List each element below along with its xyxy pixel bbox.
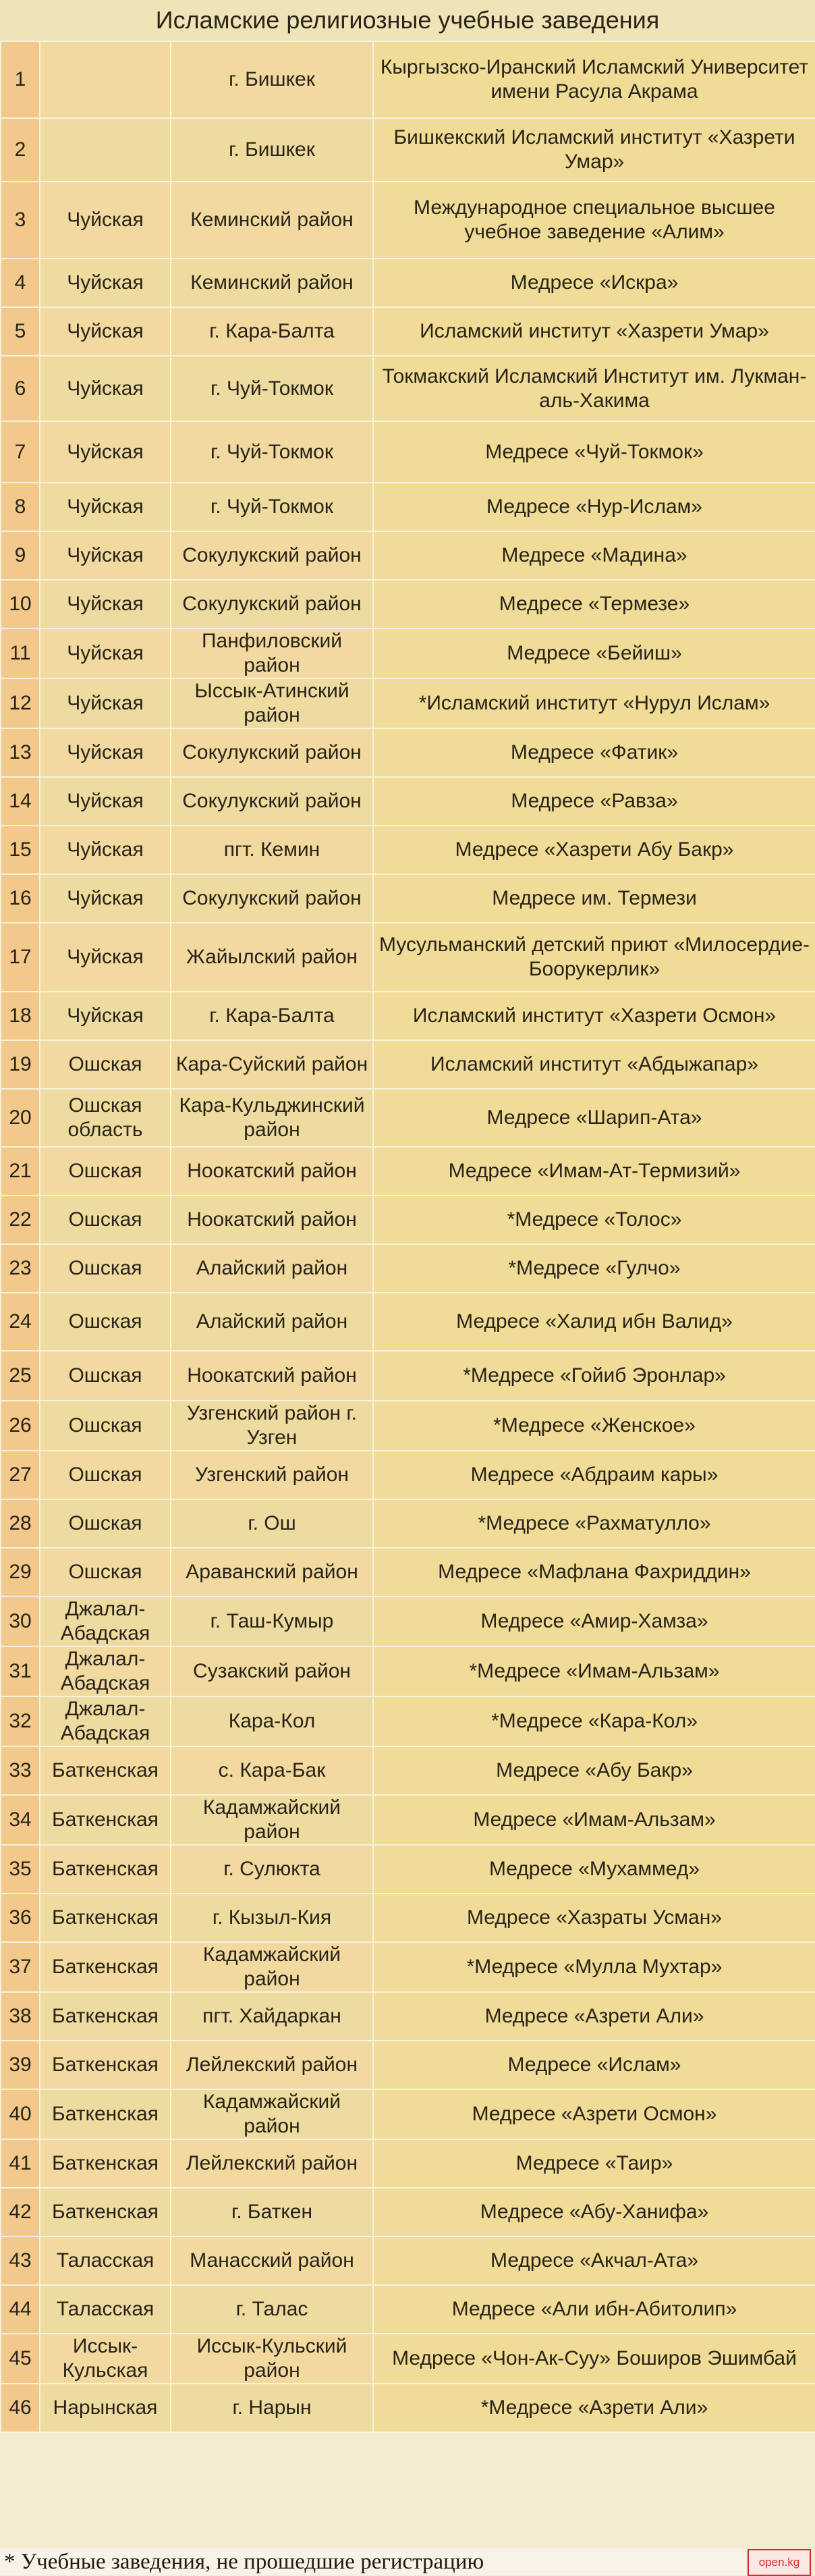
table-row <box>1 777 815 826</box>
table-row <box>1 118 815 182</box>
row-number: 12 <box>1 678 40 728</box>
region-cell: Баткенская <box>40 2188 171 2236</box>
region-cell: Чуйская <box>40 992 171 1040</box>
table-row <box>1 1089 815 1147</box>
table-row <box>1 531 815 580</box>
row-number: 23 <box>1 1244 40 1293</box>
location-cell: г. Чуй-Токмок <box>171 356 373 421</box>
institution-name-cell: Медресе «Чон-Ак-Суу» Боширов Эшимбай <box>373 2334 815 2384</box>
row-number: 6 <box>1 356 40 421</box>
table-row <box>1 992 815 1040</box>
region-cell: Чуйская <box>40 628 171 678</box>
table-row <box>1 728 815 777</box>
table-row <box>1 1351 815 1401</box>
table-row <box>1 41 815 118</box>
institution-name-cell: Медресе «Нур-Ислам» <box>373 483 815 531</box>
row-number: 40 <box>1 2089 40 2139</box>
row-number: 22 <box>1 1196 40 1244</box>
institution-name-cell: *Медресе «Гойиб Эронлар» <box>373 1351 815 1401</box>
footnote: * Учебные заведения, не прошедшие регистрацию <box>0 2548 746 2575</box>
table-row <box>1 2188 815 2236</box>
region-cell: Баткенская <box>40 2041 171 2089</box>
region-cell: Чуйская <box>40 580 171 628</box>
row-number: 1 <box>1 41 40 118</box>
institutions-table <box>0 41 815 2433</box>
institution-name-cell: Исламский институт «Хазрети Осмон» <box>373 992 815 1040</box>
region-cell: Ошская <box>40 1040 171 1089</box>
table-body <box>1 41 815 2432</box>
region-cell: Ошская <box>40 1196 171 1244</box>
institution-name-cell: Медресе «Али ибн-Абитолип» <box>373 2285 815 2334</box>
location-cell: Кара-Суйский район <box>171 1040 373 1089</box>
location-cell: пгт. Хайдаркан <box>171 1992 373 2041</box>
watermark-logo: open.kg <box>748 2549 811 2576</box>
region-cell: Баткенская <box>40 2089 171 2139</box>
region-cell: Чуйская <box>40 678 171 728</box>
table-row <box>1 421 815 483</box>
institution-name-cell: Медресе «Равза» <box>373 777 815 826</box>
region-cell: Ошская <box>40 1548 171 1596</box>
row-number: 3 <box>1 182 40 259</box>
region-cell: Чуйская <box>40 728 171 777</box>
location-cell: Кадамжайский район <box>171 1795 373 1845</box>
row-number: 21 <box>1 1147 40 1196</box>
location-cell: Араванский район <box>171 1548 373 1596</box>
institution-name-cell: Медресе «Мафлана Фахриддин» <box>373 1548 815 1596</box>
institution-name-cell: Медресе «Ислам» <box>373 2041 815 2089</box>
location-cell: с. Кара-Бак <box>171 1746 373 1795</box>
region-cell: Чуйская <box>40 531 171 580</box>
location-cell: Ысcык-Атинский район <box>171 678 373 728</box>
table-row <box>1 2089 815 2139</box>
table-row <box>1 1196 815 1244</box>
region-cell: Чуйская <box>40 923 171 992</box>
location-cell: г. Кара-Балта <box>171 992 373 1040</box>
row-number: 2 <box>1 118 40 182</box>
institution-name-cell: Медресе «Имам-Ат-Термизий» <box>373 1147 815 1196</box>
region-cell: Ошская <box>40 1244 171 1293</box>
institution-name-cell: Медресе «Искра» <box>373 259 815 307</box>
location-cell: Жайылский район <box>171 923 373 992</box>
institution-name-cell: Мусульманский детский приют «Милосердие-Боорукерлик» <box>373 923 815 992</box>
row-number: 14 <box>1 777 40 826</box>
location-cell: Сокулукский район <box>171 874 373 923</box>
institution-name-cell: Медресе «Абу-Ханифа» <box>373 2188 815 2236</box>
table-row <box>1 1147 815 1196</box>
table-row <box>1 2139 815 2188</box>
location-cell: Узгенский район г. Узген <box>171 1401 373 1451</box>
location-cell: г. Баткен <box>171 2188 373 2236</box>
row-number: 41 <box>1 2139 40 2188</box>
table-title: Исламские религиозные учебные заведения <box>0 0 815 41</box>
region-cell: Баткенская <box>40 1795 171 1845</box>
location-cell: г. Бишкек <box>171 118 373 182</box>
institution-name-cell: *Медресе «Толос» <box>373 1196 815 1244</box>
institution-name-cell: *Медресе «Имам-Альзам» <box>373 1646 815 1696</box>
institution-name-cell: Медресе «Имам-Альзам» <box>373 1795 815 1845</box>
region-cell: Чуйская <box>40 356 171 421</box>
row-number: 18 <box>1 992 40 1040</box>
row-number: 33 <box>1 1746 40 1795</box>
region-cell: Джалал-Абадская <box>40 1696 171 1746</box>
region-cell: Таласская <box>40 2236 171 2285</box>
row-number: 26 <box>1 1401 40 1451</box>
institution-name-cell: *Медресе «Гулчо» <box>373 1244 815 1293</box>
region-cell: Ошская область <box>40 1089 171 1147</box>
table-row <box>1 182 815 259</box>
row-number: 9 <box>1 531 40 580</box>
region-cell: Чуйская <box>40 777 171 826</box>
table-row <box>1 1596 815 1646</box>
institution-name-cell: Медресе «Мухаммед» <box>373 1845 815 1894</box>
institution-name-cell: Медресе «Акчал-Ата» <box>373 2236 815 2285</box>
row-number: 13 <box>1 728 40 777</box>
region-cell: Баткенская <box>40 1746 171 1795</box>
institution-name-cell: Медресе «Таир» <box>373 2139 815 2188</box>
location-cell: г. Сулюкта <box>171 1845 373 1894</box>
table-row <box>1 826 815 874</box>
institution-name-cell: Медресе «Халид ибн Валид» <box>373 1293 815 1351</box>
location-cell: Алайский район <box>171 1244 373 1293</box>
institution-name-cell: *Медресе «Азрети Али» <box>373 2384 815 2432</box>
region-cell: Чуйская <box>40 182 171 259</box>
location-cell: Кеминский район <box>171 259 373 307</box>
location-cell: г. Таш-Кумыр <box>171 1596 373 1646</box>
institution-name-cell: Медресе «Амир-Хамза» <box>373 1596 815 1646</box>
location-cell: г. Бишкек <box>171 41 373 118</box>
row-number: 4 <box>1 259 40 307</box>
institution-name-cell: Кыргызско-Иранский Исламский Университет имени Расула Акрама <box>373 41 815 118</box>
row-number: 17 <box>1 923 40 992</box>
region-cell: Баткенская <box>40 1845 171 1894</box>
institution-name-cell: Медресе «Азрети Осмон» <box>373 2089 815 2139</box>
table-row <box>1 2285 815 2334</box>
table-row <box>1 483 815 531</box>
table-row <box>1 1646 815 1696</box>
row-number: 5 <box>1 307 40 356</box>
location-cell: г. Талас <box>171 2285 373 2334</box>
institution-name-cell: Медресе «Хазрети Абу Бакр» <box>373 826 815 874</box>
row-number: 45 <box>1 2334 40 2384</box>
row-number: 25 <box>1 1351 40 1401</box>
region-cell: Чуйская <box>40 483 171 531</box>
table-row <box>1 874 815 923</box>
table-row <box>1 1746 815 1795</box>
row-number: 42 <box>1 2188 40 2236</box>
region-cell: Чуйская <box>40 826 171 874</box>
table-row <box>1 2041 815 2089</box>
location-cell: г. Чуй-Токмок <box>171 483 373 531</box>
table-row <box>1 356 815 421</box>
institution-name-cell: Медресе «Азрети Али» <box>373 1992 815 2041</box>
region-cell: Ошская <box>40 1401 171 1451</box>
row-number: 30 <box>1 1596 40 1646</box>
location-cell: Кара-Кол <box>171 1696 373 1746</box>
region-cell: Баткенская <box>40 1992 171 2041</box>
table-row <box>1 1992 815 2041</box>
table-row <box>1 2384 815 2432</box>
institution-name-cell: Медресе «Чуй-Токмок» <box>373 421 815 483</box>
institution-name-cell: *Медресе «Мулла Мухтар» <box>373 1942 815 1992</box>
location-cell: Кадамжайский район <box>171 2089 373 2139</box>
location-cell: Кадамжайский район <box>171 1942 373 1992</box>
row-number: 27 <box>1 1451 40 1499</box>
row-number: 37 <box>1 1942 40 1992</box>
table-row <box>1 1293 815 1351</box>
institution-name-cell: Медресе «Фатик» <box>373 728 815 777</box>
location-cell: Сокулукский район <box>171 531 373 580</box>
region-cell: Баткенская <box>40 1942 171 1992</box>
region-cell: Джалал-Абадская <box>40 1596 171 1646</box>
row-number: 34 <box>1 1795 40 1845</box>
row-number: 32 <box>1 1696 40 1746</box>
row-number: 28 <box>1 1499 40 1548</box>
location-cell: Панфиловский район <box>171 628 373 678</box>
table-row <box>1 678 815 728</box>
table-row <box>1 259 815 307</box>
location-cell: Ноокатский район <box>171 1351 373 1401</box>
table-row <box>1 1696 815 1746</box>
row-number: 38 <box>1 1992 40 2041</box>
institution-name-cell: Медресе «Шарип-Ата» <box>373 1089 815 1147</box>
table-row <box>1 1499 815 1548</box>
table-row <box>1 2236 815 2285</box>
row-number: 20 <box>1 1089 40 1147</box>
region-cell: Ошская <box>40 1451 171 1499</box>
row-number: 39 <box>1 2041 40 2089</box>
location-cell: Сокулукский район <box>171 728 373 777</box>
location-cell: Ноокатский район <box>171 1147 373 1196</box>
location-cell: Лейлекский район <box>171 2041 373 2089</box>
location-cell: Узгенский район <box>171 1451 373 1499</box>
location-cell: Лейлекский район <box>171 2139 373 2188</box>
row-number: 19 <box>1 1040 40 1089</box>
row-number: 44 <box>1 2285 40 2334</box>
row-number: 15 <box>1 826 40 874</box>
location-cell: г. Чуй-Токмок <box>171 421 373 483</box>
table-row <box>1 1451 815 1499</box>
row-number: 11 <box>1 628 40 678</box>
row-number: 35 <box>1 1845 40 1894</box>
table-row <box>1 1401 815 1451</box>
row-number: 8 <box>1 483 40 531</box>
row-number: 31 <box>1 1646 40 1696</box>
table-row <box>1 1894 815 1942</box>
location-cell: Ноокатский район <box>171 1196 373 1244</box>
location-cell: Сузакский район <box>171 1646 373 1696</box>
region-cell: Ошская <box>40 1499 171 1548</box>
region-cell: Ошская <box>40 1351 171 1401</box>
table-row <box>1 1795 815 1845</box>
institution-name-cell: *Медресе «Женское» <box>373 1401 815 1451</box>
location-cell: Сокулукский район <box>171 580 373 628</box>
region-cell <box>40 118 171 182</box>
row-number: 29 <box>1 1548 40 1596</box>
location-cell: Иссык-Кульский район <box>171 2334 373 2384</box>
row-number: 36 <box>1 1894 40 1942</box>
institution-name-cell: Медресе им. Термези <box>373 874 815 923</box>
table-row <box>1 1244 815 1293</box>
institution-name-cell: Медресе «Бейиш» <box>373 628 815 678</box>
institution-name-cell: *Исламский институт «Нурул Ислам» <box>373 678 815 728</box>
table-row <box>1 1548 815 1596</box>
location-cell: Кеминский район <box>171 182 373 259</box>
region-cell: Нарынская <box>40 2384 171 2432</box>
region-cell: Ошская <box>40 1293 171 1351</box>
region-cell: Таласская <box>40 2285 171 2334</box>
institution-name-cell: Токмакский Исламский Институт им. Лукман-аль-Хакима <box>373 356 815 421</box>
region-cell: Баткенская <box>40 1894 171 1942</box>
table-row <box>1 1942 815 1992</box>
institution-name-cell: Медресе «Мадина» <box>373 531 815 580</box>
row-number: 46 <box>1 2384 40 2432</box>
table-row <box>1 307 815 356</box>
region-cell: Чуйская <box>40 259 171 307</box>
institution-name-cell: Исламский институт «Хазрети Умар» <box>373 307 815 356</box>
institution-name-cell: *Медресе «Кара-Кол» <box>373 1696 815 1746</box>
institution-name-cell: Международное специальное высшее учебное заведение «Алим» <box>373 182 815 259</box>
table-row <box>1 923 815 992</box>
table-row <box>1 2334 815 2384</box>
region-cell: Чуйская <box>40 421 171 483</box>
row-number: 16 <box>1 874 40 923</box>
row-number: 10 <box>1 580 40 628</box>
institution-name-cell: Медресе «Термезе» <box>373 580 815 628</box>
region-cell <box>40 41 171 118</box>
table-row <box>1 580 815 628</box>
table-row <box>1 1040 815 1089</box>
institution-name-cell: Медресе «Хазраты Усман» <box>373 1894 815 1942</box>
location-cell: Манасский район <box>171 2236 373 2285</box>
location-cell: г. Нарын <box>171 2384 373 2432</box>
region-cell: Ошская <box>40 1147 171 1196</box>
region-cell: Джалал-Абадская <box>40 1646 171 1696</box>
location-cell: г. Кара-Балта <box>171 307 373 356</box>
institution-name-cell: Медресе «Абу Бакр» <box>373 1746 815 1795</box>
row-number: 24 <box>1 1293 40 1351</box>
location-cell: Алайский район <box>171 1293 373 1351</box>
location-cell: г. Кызыл-Кия <box>171 1894 373 1942</box>
region-cell: Иссык-Кульская <box>40 2334 171 2384</box>
institution-name-cell: Исламский институт «Абдыжапар» <box>373 1040 815 1089</box>
location-cell: Сокулукский район <box>171 777 373 826</box>
region-cell: Чуйская <box>40 874 171 923</box>
table-row <box>1 628 815 678</box>
table-row <box>1 1845 815 1894</box>
institution-name-cell: Медресе «Абдраим кары» <box>373 1451 815 1499</box>
row-number: 43 <box>1 2236 40 2285</box>
region-cell: Чуйская <box>40 307 171 356</box>
location-cell: г. Ош <box>171 1499 373 1548</box>
row-number: 7 <box>1 421 40 483</box>
institution-name-cell: Бишкекский Исламский институт «Хазрети Умар» <box>373 118 815 182</box>
location-cell: Кара-Кульджинский район <box>171 1089 373 1147</box>
region-cell: Баткенская <box>40 2139 171 2188</box>
institution-name-cell: *Медресе «Рахматулло» <box>373 1499 815 1548</box>
location-cell: пгт. Кемин <box>171 826 373 874</box>
